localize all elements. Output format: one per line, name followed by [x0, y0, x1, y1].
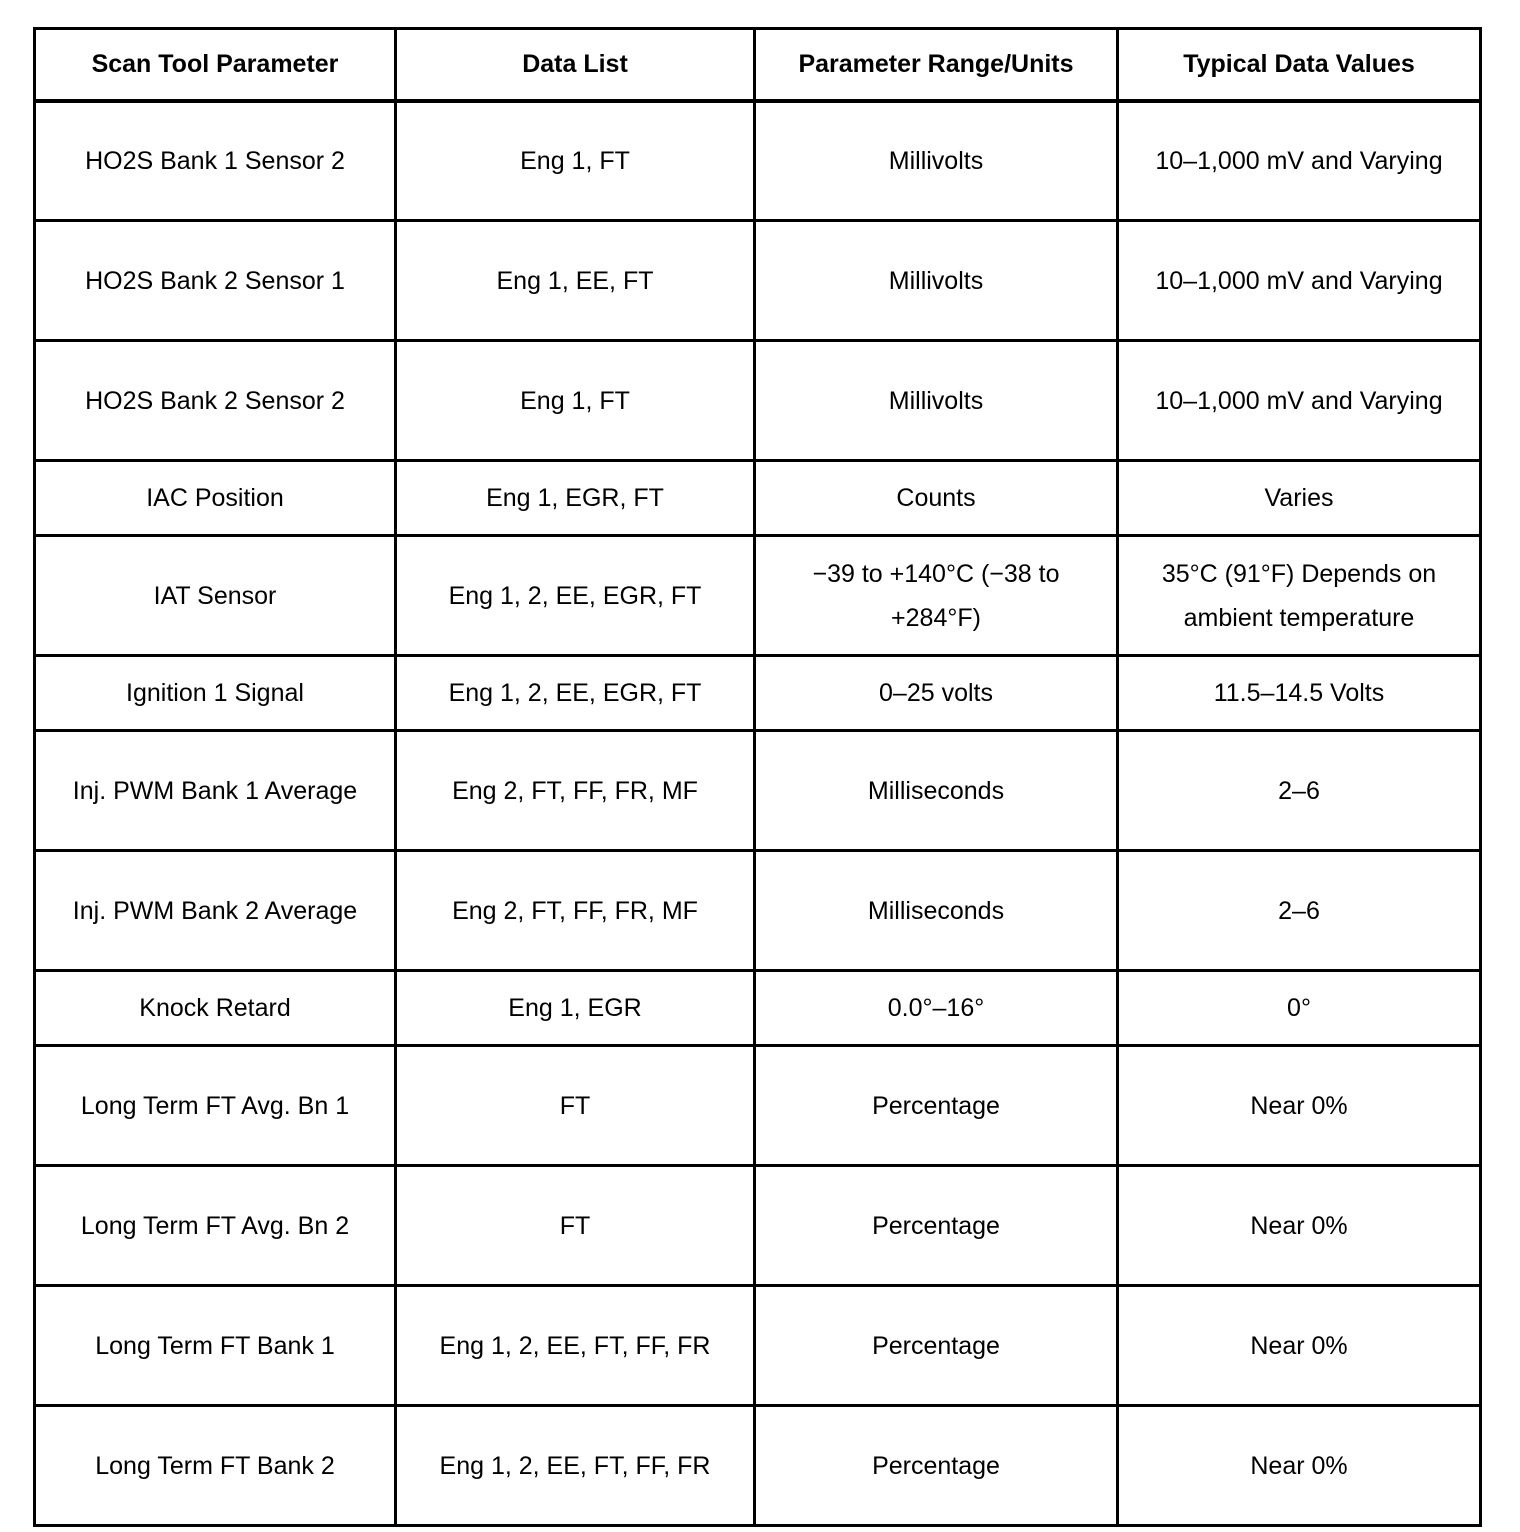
cell-data-list: Eng 1, EE, FT [396, 221, 755, 341]
cell-typical-data-values: Varies [1118, 461, 1481, 536]
cell-typical-data-values: 2–6 [1118, 731, 1481, 851]
header-parameter-range-units: Parameter Range/Units [755, 29, 1118, 101]
cell-typical-data-values: Near 0% [1118, 1406, 1481, 1526]
cell-typical-data-values: 0° [1118, 971, 1481, 1046]
table-row [35, 341, 1481, 461]
scan-tool-parameter-table [33, 27, 1482, 1527]
cell-scan-tool-parameter: Long Term FT Bank 1 [35, 1286, 396, 1406]
cell-parameter-range-units: Percentage [755, 1046, 1118, 1166]
cell-data-list: Eng 1, FT [396, 101, 755, 221]
cell-typical-data-values: Near 0% [1118, 1046, 1481, 1166]
cell-data-list: Eng 2, FT, FF, FR, MF [396, 851, 755, 971]
table-row [35, 101, 1481, 221]
cell-typical-data-values: 35°C (91°F) Depends on ambient temperature [1118, 536, 1481, 656]
cell-typical-data-values: 10–1,000 mV and Varying [1118, 341, 1481, 461]
header-scan-tool-parameter: Scan Tool Parameter [35, 29, 396, 101]
cell-typical-data-values: 10–1,000 mV and Varying [1118, 221, 1481, 341]
cell-typical-data-values: 10–1,000 mV and Varying [1118, 101, 1481, 221]
header-row [35, 29, 1481, 101]
cell-scan-tool-parameter: HO2S Bank 2 Sensor 1 [35, 221, 396, 341]
cell-scan-tool-parameter: Inj. PWM Bank 2 Average [35, 851, 396, 971]
cell-scan-tool-parameter: Long Term FT Avg. Bn 1 [35, 1046, 396, 1166]
cell-data-list: FT [396, 1166, 755, 1286]
cell-scan-tool-parameter: Knock Retard [35, 971, 396, 1046]
cell-parameter-range-units: −39 to +140°C (−38 to +284°F) [755, 536, 1118, 656]
header-typical-data-values: Typical Data Values [1118, 29, 1481, 101]
cell-scan-tool-parameter: Ignition 1 Signal [35, 656, 396, 731]
cell-data-list: Eng 1, EGR, FT [396, 461, 755, 536]
table-row [35, 1406, 1481, 1526]
table-row [35, 461, 1481, 536]
cell-scan-tool-parameter: IAT Sensor [35, 536, 396, 656]
table-header [35, 29, 1481, 101]
table-row [35, 731, 1481, 851]
cell-scan-tool-parameter: Inj. PWM Bank 1 Average [35, 731, 396, 851]
cell-parameter-range-units: Percentage [755, 1166, 1118, 1286]
cell-parameter-range-units: Percentage [755, 1286, 1118, 1406]
cell-parameter-range-units: Millivolts [755, 221, 1118, 341]
cell-data-list: Eng 1, 2, EE, FT, FF, FR [396, 1286, 755, 1406]
table-row [35, 971, 1481, 1046]
cell-data-list: Eng 1, 2, EE, FT, FF, FR [396, 1406, 755, 1526]
table-row [35, 851, 1481, 971]
cell-typical-data-values: Near 0% [1118, 1286, 1481, 1406]
cell-data-list: Eng 1, 2, EE, EGR, FT [396, 656, 755, 731]
cell-data-list: FT [396, 1046, 755, 1166]
cell-parameter-range-units: Milliseconds [755, 731, 1118, 851]
cell-scan-tool-parameter: HO2S Bank 2 Sensor 2 [35, 341, 396, 461]
cell-data-list: Eng 1, 2, EE, EGR, FT [396, 536, 755, 656]
cell-scan-tool-parameter: IAC Position [35, 461, 396, 536]
cell-parameter-range-units: Milliseconds [755, 851, 1118, 971]
table-row [35, 536, 1481, 656]
table-row [35, 221, 1481, 341]
table-row [35, 1286, 1481, 1406]
cell-parameter-range-units: Counts [755, 461, 1118, 536]
cell-parameter-range-units: Percentage [755, 1406, 1118, 1526]
cell-scan-tool-parameter: HO2S Bank 1 Sensor 2 [35, 101, 396, 221]
table-row [35, 1046, 1481, 1166]
header-data-list: Data List [396, 29, 755, 101]
cell-typical-data-values: 2–6 [1118, 851, 1481, 971]
table-body [35, 101, 1481, 1526]
cell-parameter-range-units: 0.0°–16° [755, 971, 1118, 1046]
cell-scan-tool-parameter: Long Term FT Avg. Bn 2 [35, 1166, 396, 1286]
cell-typical-data-values: Near 0% [1118, 1166, 1481, 1286]
cell-typical-data-values: 11.5–14.5 Volts [1118, 656, 1481, 731]
table-row [35, 656, 1481, 731]
cell-data-list: Eng 1, EGR [396, 971, 755, 1046]
table-row [35, 1166, 1481, 1286]
cell-data-list: Eng 2, FT, FF, FR, MF [396, 731, 755, 851]
cell-scan-tool-parameter: Long Term FT Bank 2 [35, 1406, 396, 1526]
cell-data-list: Eng 1, FT [396, 341, 755, 461]
cell-parameter-range-units: Millivolts [755, 341, 1118, 461]
cell-parameter-range-units: 0–25 volts [755, 656, 1118, 731]
cell-parameter-range-units: Millivolts [755, 101, 1118, 221]
